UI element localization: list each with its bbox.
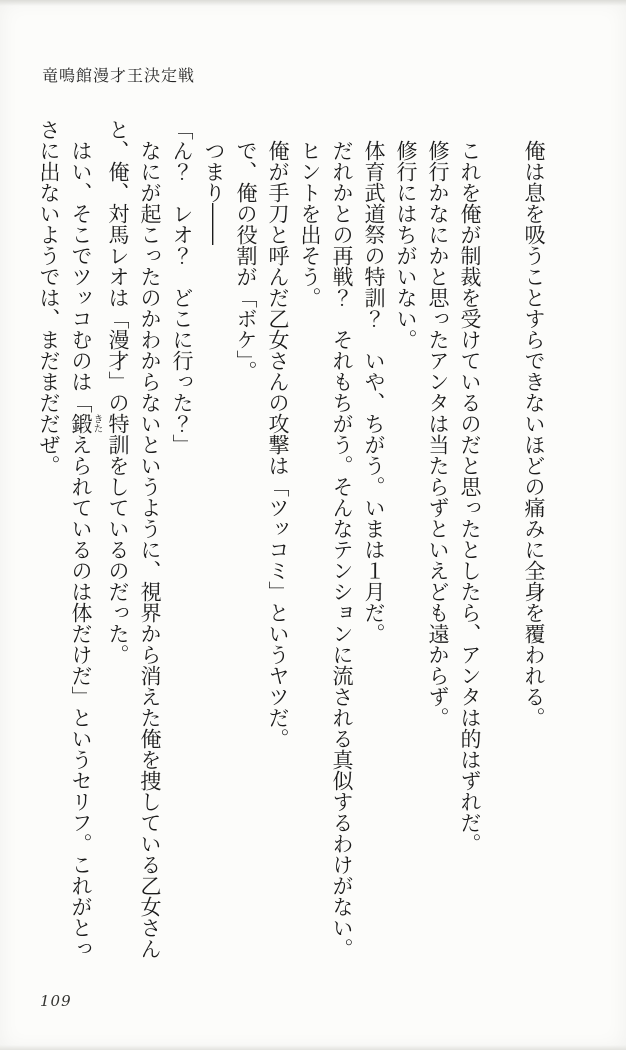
- paragraph: だれかとの再戦？ それもちがう。そんなテンションに流される真似するわけがない。: [330, 140, 354, 959]
- page-number: 109: [40, 992, 72, 1010]
- ruby-word: [69, 413, 103, 434]
- paragraph: ヒントを出そう。: [298, 140, 322, 308]
- paragraph: 俺が手刀と呼んだ乙女さんの攻撃は「ツッコミ」というヤツだ。: [266, 140, 290, 749]
- paragraph: 体育武道祭の特訓？ いや、ちがう。いまは１月だ。: [362, 140, 386, 644]
- paragraph: 俺は息を吸うことすらできないほどの痛みに全身を覆われる。: [522, 140, 546, 728]
- scan-edge-bottom: [0, 1045, 626, 1050]
- ruby-base: 鍛: [69, 413, 93, 434]
- ruby-paragraph-post: えられているのは体だけだ」というセリフ。これがとっさに出ないようでは、まだまだだぜ。: [37, 119, 93, 959]
- ruby-paragraph-pre: はい、そこでツッコむのは「: [69, 140, 93, 413]
- paragraph: なにが起こったのかわからないというように、視界から消えた俺を捜している乙女さんと、俺、対馬レオは「漫才」の特訓をしているのだった。: [106, 119, 162, 959]
- dialogue-paragraph: 「ん？ レオ？ どこに行った？」: [170, 119, 194, 455]
- paragraph: つまり――: [202, 140, 226, 245]
- page-body: [34, 119, 550, 964]
- paragraph: で、俺の役割が「ボケ」。: [234, 140, 258, 382]
- paragraph-with-ruby: [33, 119, 102, 964]
- paragraph: 修行かなにかと思ったアンタは当たらずといえども遠からず。: [426, 140, 450, 728]
- running-header: 竜鳴館漫才王決定戦: [42, 66, 196, 85]
- scan-edge-top: [0, 0, 626, 6]
- furigana: きた: [91, 413, 103, 434]
- paragraph: これを俺が制裁を受けているのだと思ったとしたら、アンタは的はずれだ。: [458, 140, 482, 854]
- paragraph: 修行にはちがいない。: [394, 140, 418, 350]
